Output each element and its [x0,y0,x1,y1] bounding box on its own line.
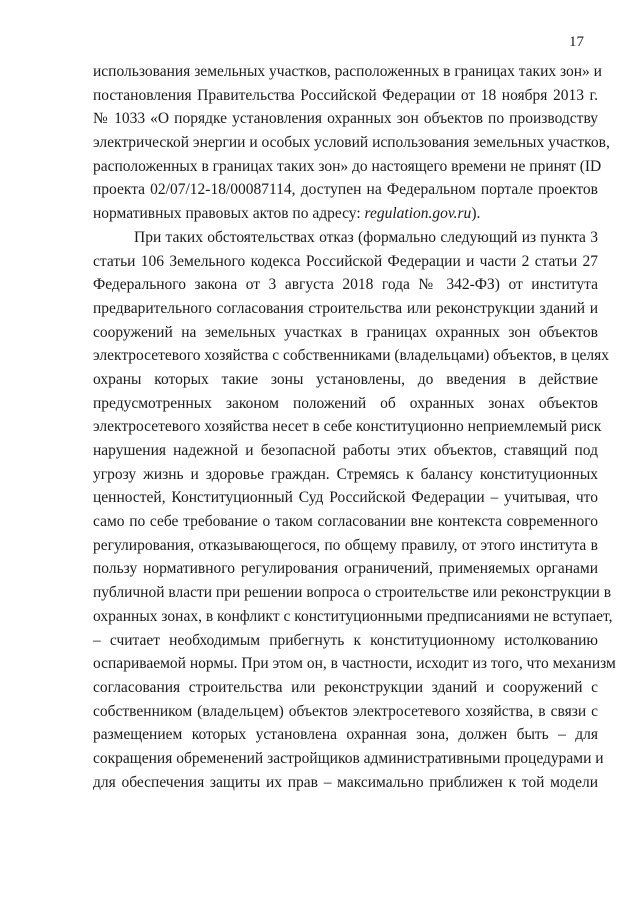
text-line: – считает необходимым прибегнуть к конституционному истолкованию [93,631,598,649]
text-line: проекта 02/07/12-18/00087114, доступен на Федеральном портале проектов [93,181,598,199]
paragraph-1 [93,60,610,226]
text-line: При таких обстоятельствах отказ (формально следующий из пункта 3 [134,228,598,246]
text-line: нарушения надежной и безопасной работы этих объектов, ставящий под [93,442,598,459]
text-line: оспариваемой нормы. При этом он, в частности, исходит из того, что механизм [93,655,616,673]
text-line: предусмотренных законом положений об охранных зонах объектов [93,394,598,412]
text-line: использования земельных участков, расположенных в границах таких зон» и [93,63,602,80]
body-text [93,60,616,794]
text-line: сокращения обременений застройщиков административными процедурами и [93,749,604,767]
text-line: размещением которых установлена охранная зона, должен быть – для [93,726,598,744]
paragraph-2 [93,226,616,795]
text-line [93,202,598,226]
text-line: предварительного согласования строительства или реконструкции зданий и [93,299,598,317]
text-line: ценностей, Конституционный Суд Российской Федерации – учитывая, что [93,489,598,507]
text-line: угрозу жизнь и здоровье граждан. Стремясь к балансу конституционных [93,465,598,483]
text-fragment: ). [471,205,481,223]
text-line: публичной власти при решении вопроса о строительстве или реконструкции в [93,584,612,602]
text-line: пользу нормативного регулирования ограничений, применяемых органами [93,560,598,578]
text-line: регулирования, отказывающегося, по общему правилу, от этого института в [93,536,598,554]
text-line: собственником (владельцем) объектов электросетевого хозяйства, в связи с [93,702,598,720]
text-line: согласования строительства или реконструкции зданий и сооружений с [93,678,598,696]
website-link[interactable]: regulation.gov.ru [364,205,472,223]
text-line: статьи 106 Земельного кодекса Российской Федерации и части 2 статьи 27 [93,252,598,270]
text-line: № 1033 «О порядке установления охранных зон объектов по производству [93,110,598,128]
text-line: охранных зонах, в конфликт с конституционными предписаниями не вступает, [93,607,613,625]
text-line: электросетевого хозяйства с собственниками (владельцами) объектов, в целях [93,347,609,365]
text-line: для обеспечения защиты их прав – максимально приближен к той модели [93,773,598,791]
text-line: само по себе требование о таком согласовании вне контекста современного [93,513,598,531]
text-line: электрической энергии и особых условий использования земельных участков, [93,134,610,152]
text-line: сооружений на земельных участках в границах охранных зон объектов [93,323,598,341]
text-line: расположенных в границах таких зон» до настоящего времени не принят (ID [93,157,602,175]
text-line: электросетевого хозяйства несет в себе конституционно неприемлемый риск [93,418,602,436]
text-line: охраны которых такие зоны установлены, до введения в действие [93,370,598,388]
text-line: Федерального закона от 3 августа 2018 года № 342-ФЗ) от института [93,276,598,294]
text-line: постановления Правительства Российской Федерации от 18 ноября 2013 г. [93,86,598,104]
page-number: 17 [569,34,584,50]
text-fragment: нормативных правовых актов по адресу: [93,205,365,223]
